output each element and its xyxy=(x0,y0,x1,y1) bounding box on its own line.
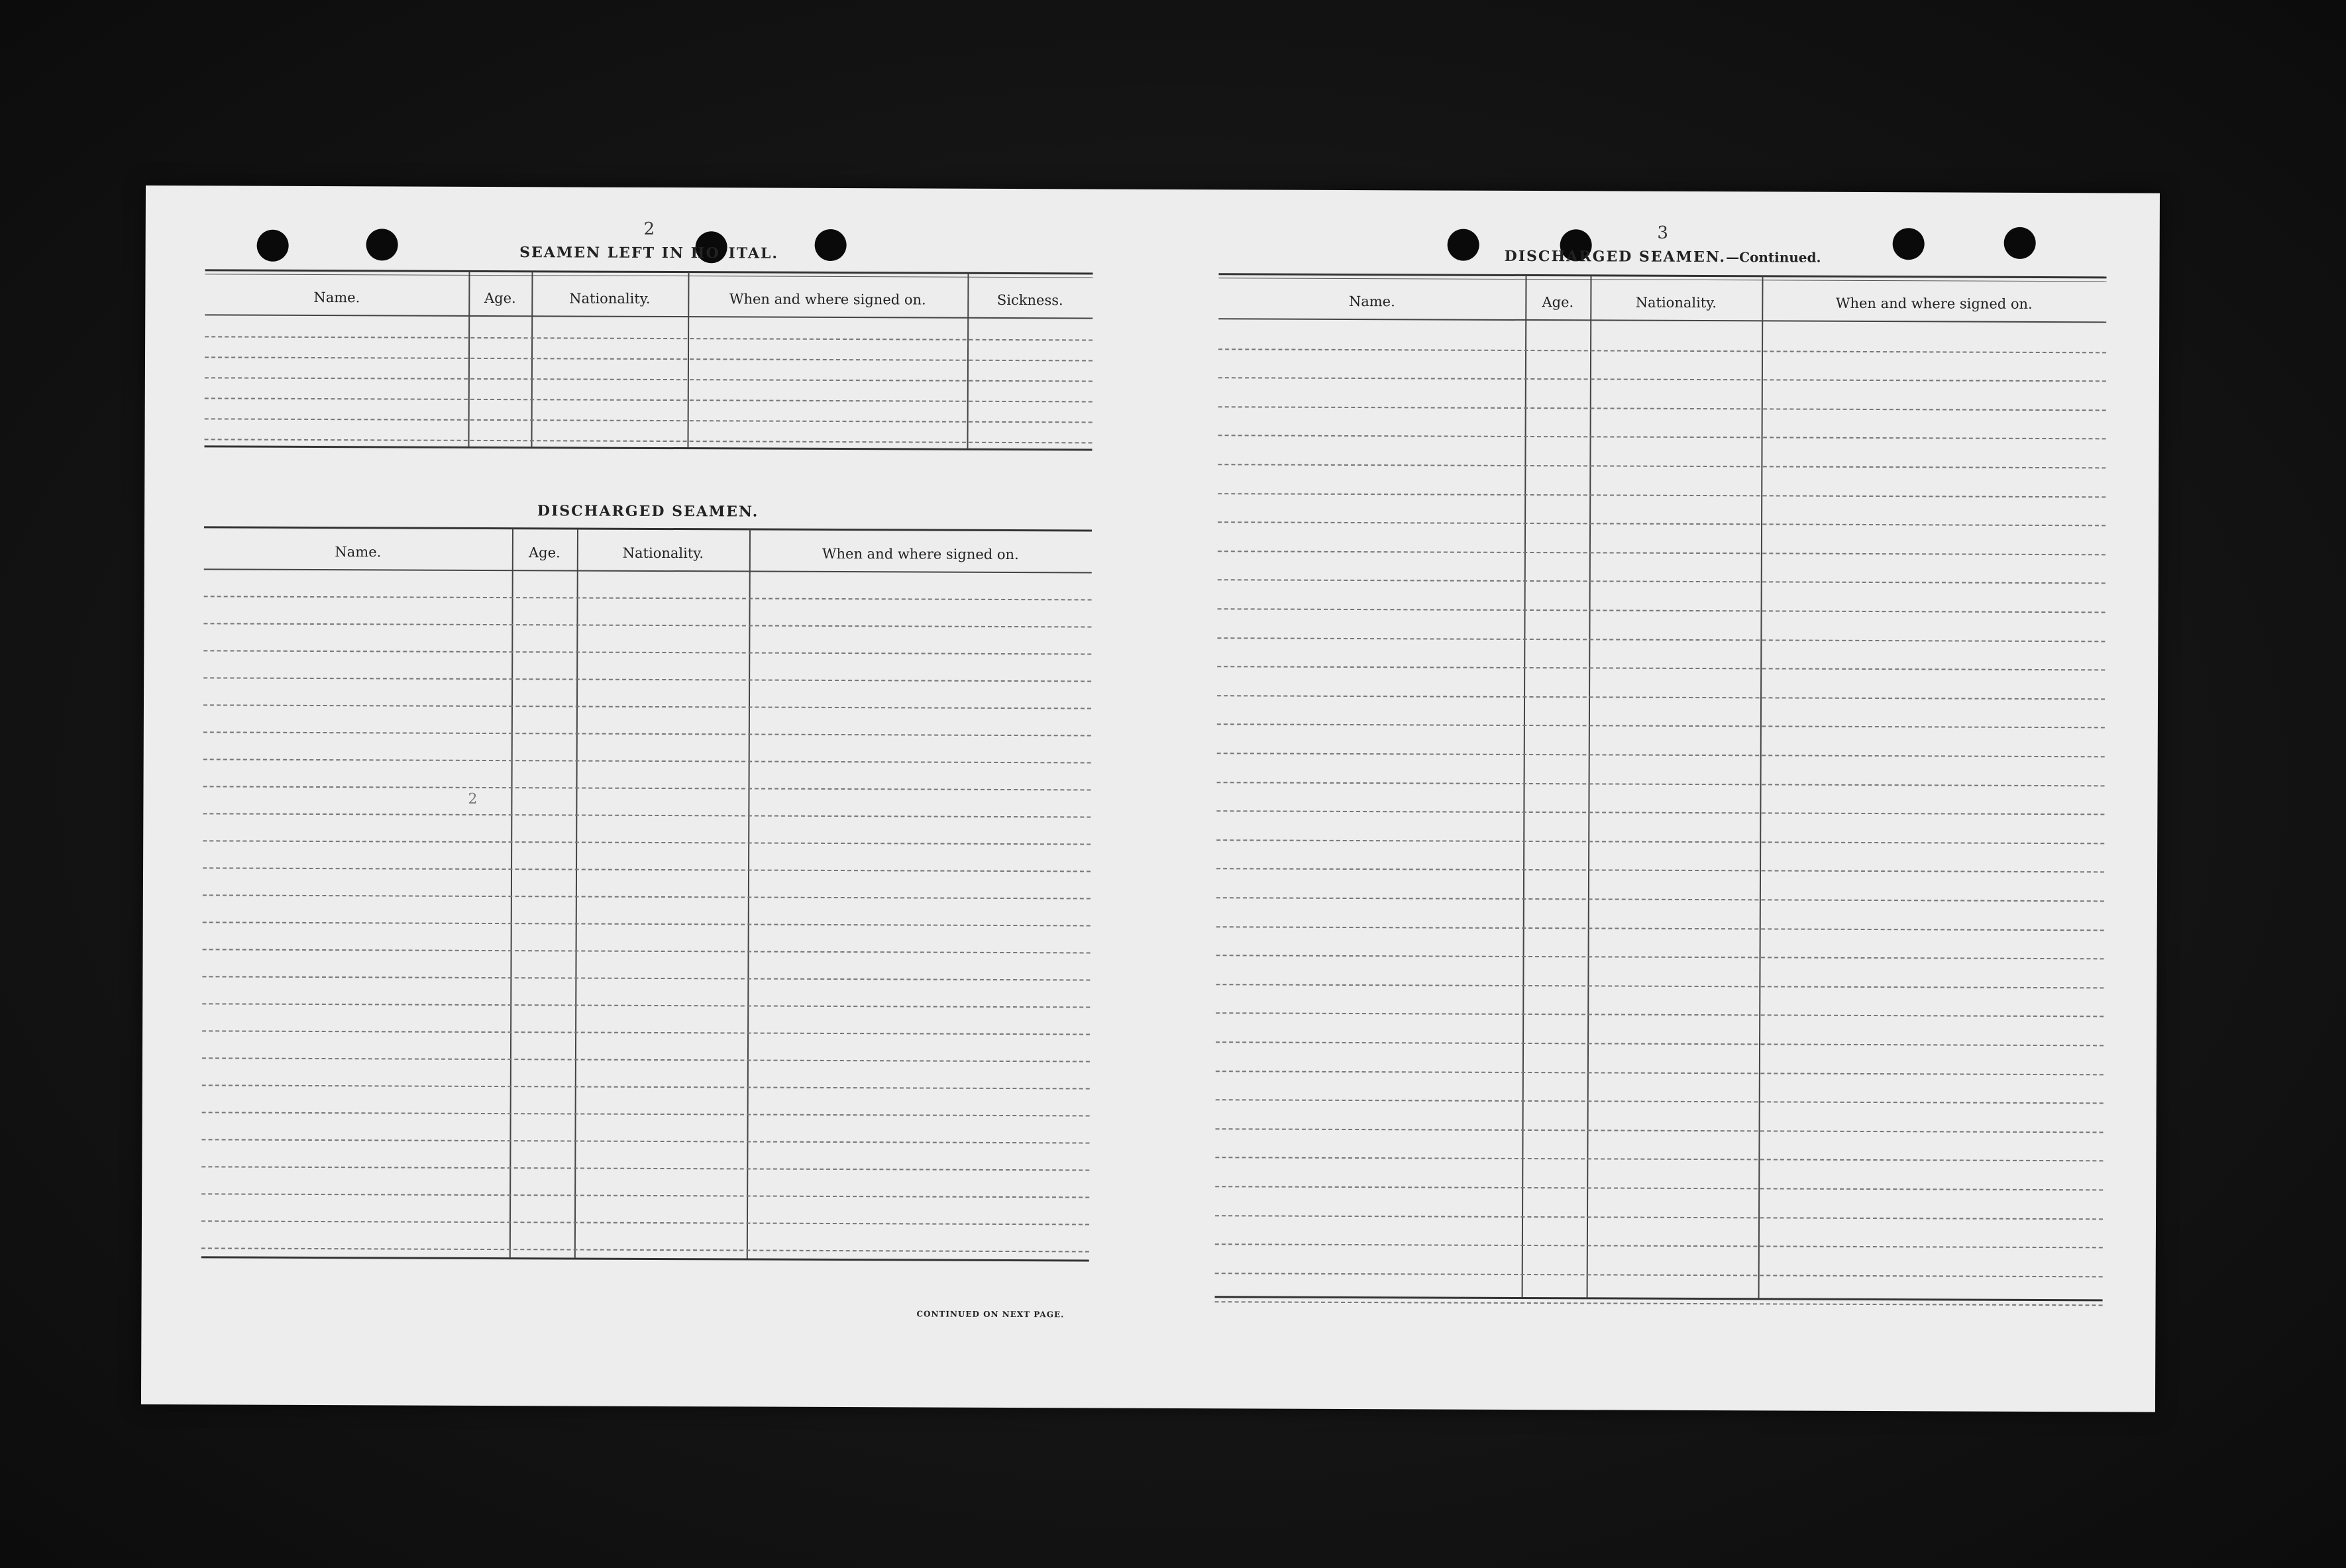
table-row xyxy=(202,1112,1090,1116)
column-header: When and where signed on. xyxy=(729,291,926,308)
column-header: When and where signed on. xyxy=(1835,295,2033,312)
table-row xyxy=(205,336,1093,340)
table-row xyxy=(203,623,1091,627)
table-row xyxy=(1218,580,2106,584)
table-row xyxy=(201,1166,1089,1171)
table-row xyxy=(201,1139,1089,1143)
column-header: Nationality. xyxy=(622,545,704,562)
column-header: When and where signed on. xyxy=(822,545,1019,563)
table-row xyxy=(201,1193,1089,1198)
discharged-table xyxy=(201,526,1092,1324)
column-header: Nationality. xyxy=(1635,294,1717,311)
table-row xyxy=(205,377,1093,382)
table-row xyxy=(1216,1013,2104,1018)
table-row xyxy=(1218,406,2106,411)
table-row xyxy=(1217,637,2105,642)
column-header: Age. xyxy=(528,545,560,561)
column-header: Sickness. xyxy=(996,291,1063,309)
table-row xyxy=(1218,348,2106,353)
table-row xyxy=(1215,1273,2103,1277)
discharged-section-title: DISCHARGED SEAMEN. xyxy=(537,502,759,521)
register-spread xyxy=(141,185,2160,1412)
table-row xyxy=(202,1084,1090,1089)
table-bottom-rule xyxy=(1215,1296,2103,1301)
table-row xyxy=(203,894,1091,899)
table-row xyxy=(1215,1157,2103,1162)
table-row xyxy=(203,704,1091,709)
column-divider xyxy=(574,529,578,1258)
column-divider xyxy=(509,529,513,1257)
table-row xyxy=(1218,435,2106,440)
table-row xyxy=(1215,1302,2103,1306)
table-row xyxy=(1217,666,2105,670)
column-header: Name. xyxy=(335,544,382,560)
column-header: Name. xyxy=(1348,293,1395,310)
table-row xyxy=(1218,550,2106,555)
table-row xyxy=(1216,810,2104,815)
column-header: Name. xyxy=(313,289,360,306)
table-row xyxy=(203,921,1091,926)
column-divider xyxy=(1587,276,1592,1297)
table-row xyxy=(1216,984,2104,988)
table-row xyxy=(203,867,1091,872)
table-row xyxy=(1218,377,2106,382)
table-row xyxy=(201,1220,1089,1225)
table-row xyxy=(1217,724,2105,729)
table-row xyxy=(1218,521,2106,526)
table-row xyxy=(203,840,1091,845)
table-row xyxy=(202,1057,1090,1062)
discharged-continued-table xyxy=(1214,273,2106,1336)
table-row xyxy=(1216,868,2104,873)
column-header: Age. xyxy=(1542,294,1574,311)
table-row xyxy=(1215,1215,2103,1220)
table-row xyxy=(1218,608,2106,613)
table-row xyxy=(1215,1186,2103,1190)
table-row xyxy=(1215,1243,2103,1248)
table-row xyxy=(205,418,1093,423)
table-row xyxy=(1216,1071,2104,1075)
section-title-suffix: —Continued. xyxy=(1726,249,1821,266)
column-header: Nationality. xyxy=(569,290,651,307)
table-row xyxy=(204,596,1092,600)
table-row xyxy=(203,758,1091,763)
table-row xyxy=(205,439,1093,443)
table-row xyxy=(205,356,1093,361)
table-row xyxy=(1216,926,2104,931)
table-row xyxy=(1217,753,2105,757)
table-row xyxy=(1218,464,2106,468)
table-row xyxy=(1218,493,2106,497)
table-row xyxy=(203,731,1091,736)
continued-note: CONTINUED ON NEXT PAGE. xyxy=(916,1309,1065,1320)
table-row xyxy=(1216,1041,2104,1046)
table-row xyxy=(205,397,1093,402)
table-row xyxy=(203,949,1091,953)
table-row xyxy=(203,786,1091,790)
table-row xyxy=(202,1003,1090,1008)
column-divider xyxy=(747,530,751,1259)
table-row xyxy=(203,813,1091,817)
column-divider xyxy=(1758,276,1764,1298)
table-row xyxy=(203,677,1091,682)
table-row xyxy=(1216,839,2104,844)
table-header xyxy=(1218,273,2106,323)
table-row xyxy=(202,1030,1090,1035)
stray-mark: 2 xyxy=(468,790,478,808)
table-bottom-rule xyxy=(204,445,1092,450)
table-row xyxy=(1216,1128,2104,1133)
table-row xyxy=(1216,1099,2104,1104)
table-row xyxy=(203,650,1091,654)
section-title-text: DISCHARGED SEAMEN. xyxy=(1504,247,1727,266)
page-number: 3 xyxy=(1657,223,1669,243)
table-row xyxy=(202,976,1090,980)
discharged-continued-title xyxy=(1219,246,2107,267)
table-row xyxy=(1217,695,2105,700)
page-number: 2 xyxy=(643,219,655,239)
table-row xyxy=(1216,955,2104,959)
table-row xyxy=(201,1247,1089,1252)
column-divider xyxy=(1522,276,1527,1297)
table-header xyxy=(204,526,1092,573)
table-bottom-rule xyxy=(201,1256,1089,1261)
column-header: Age. xyxy=(484,289,516,307)
hospital-section-title: SEAMEN LEFT IN HO ITAL. xyxy=(519,244,779,262)
table-row xyxy=(1217,782,2105,786)
table-row xyxy=(1216,897,2104,902)
table-header xyxy=(205,269,1093,319)
